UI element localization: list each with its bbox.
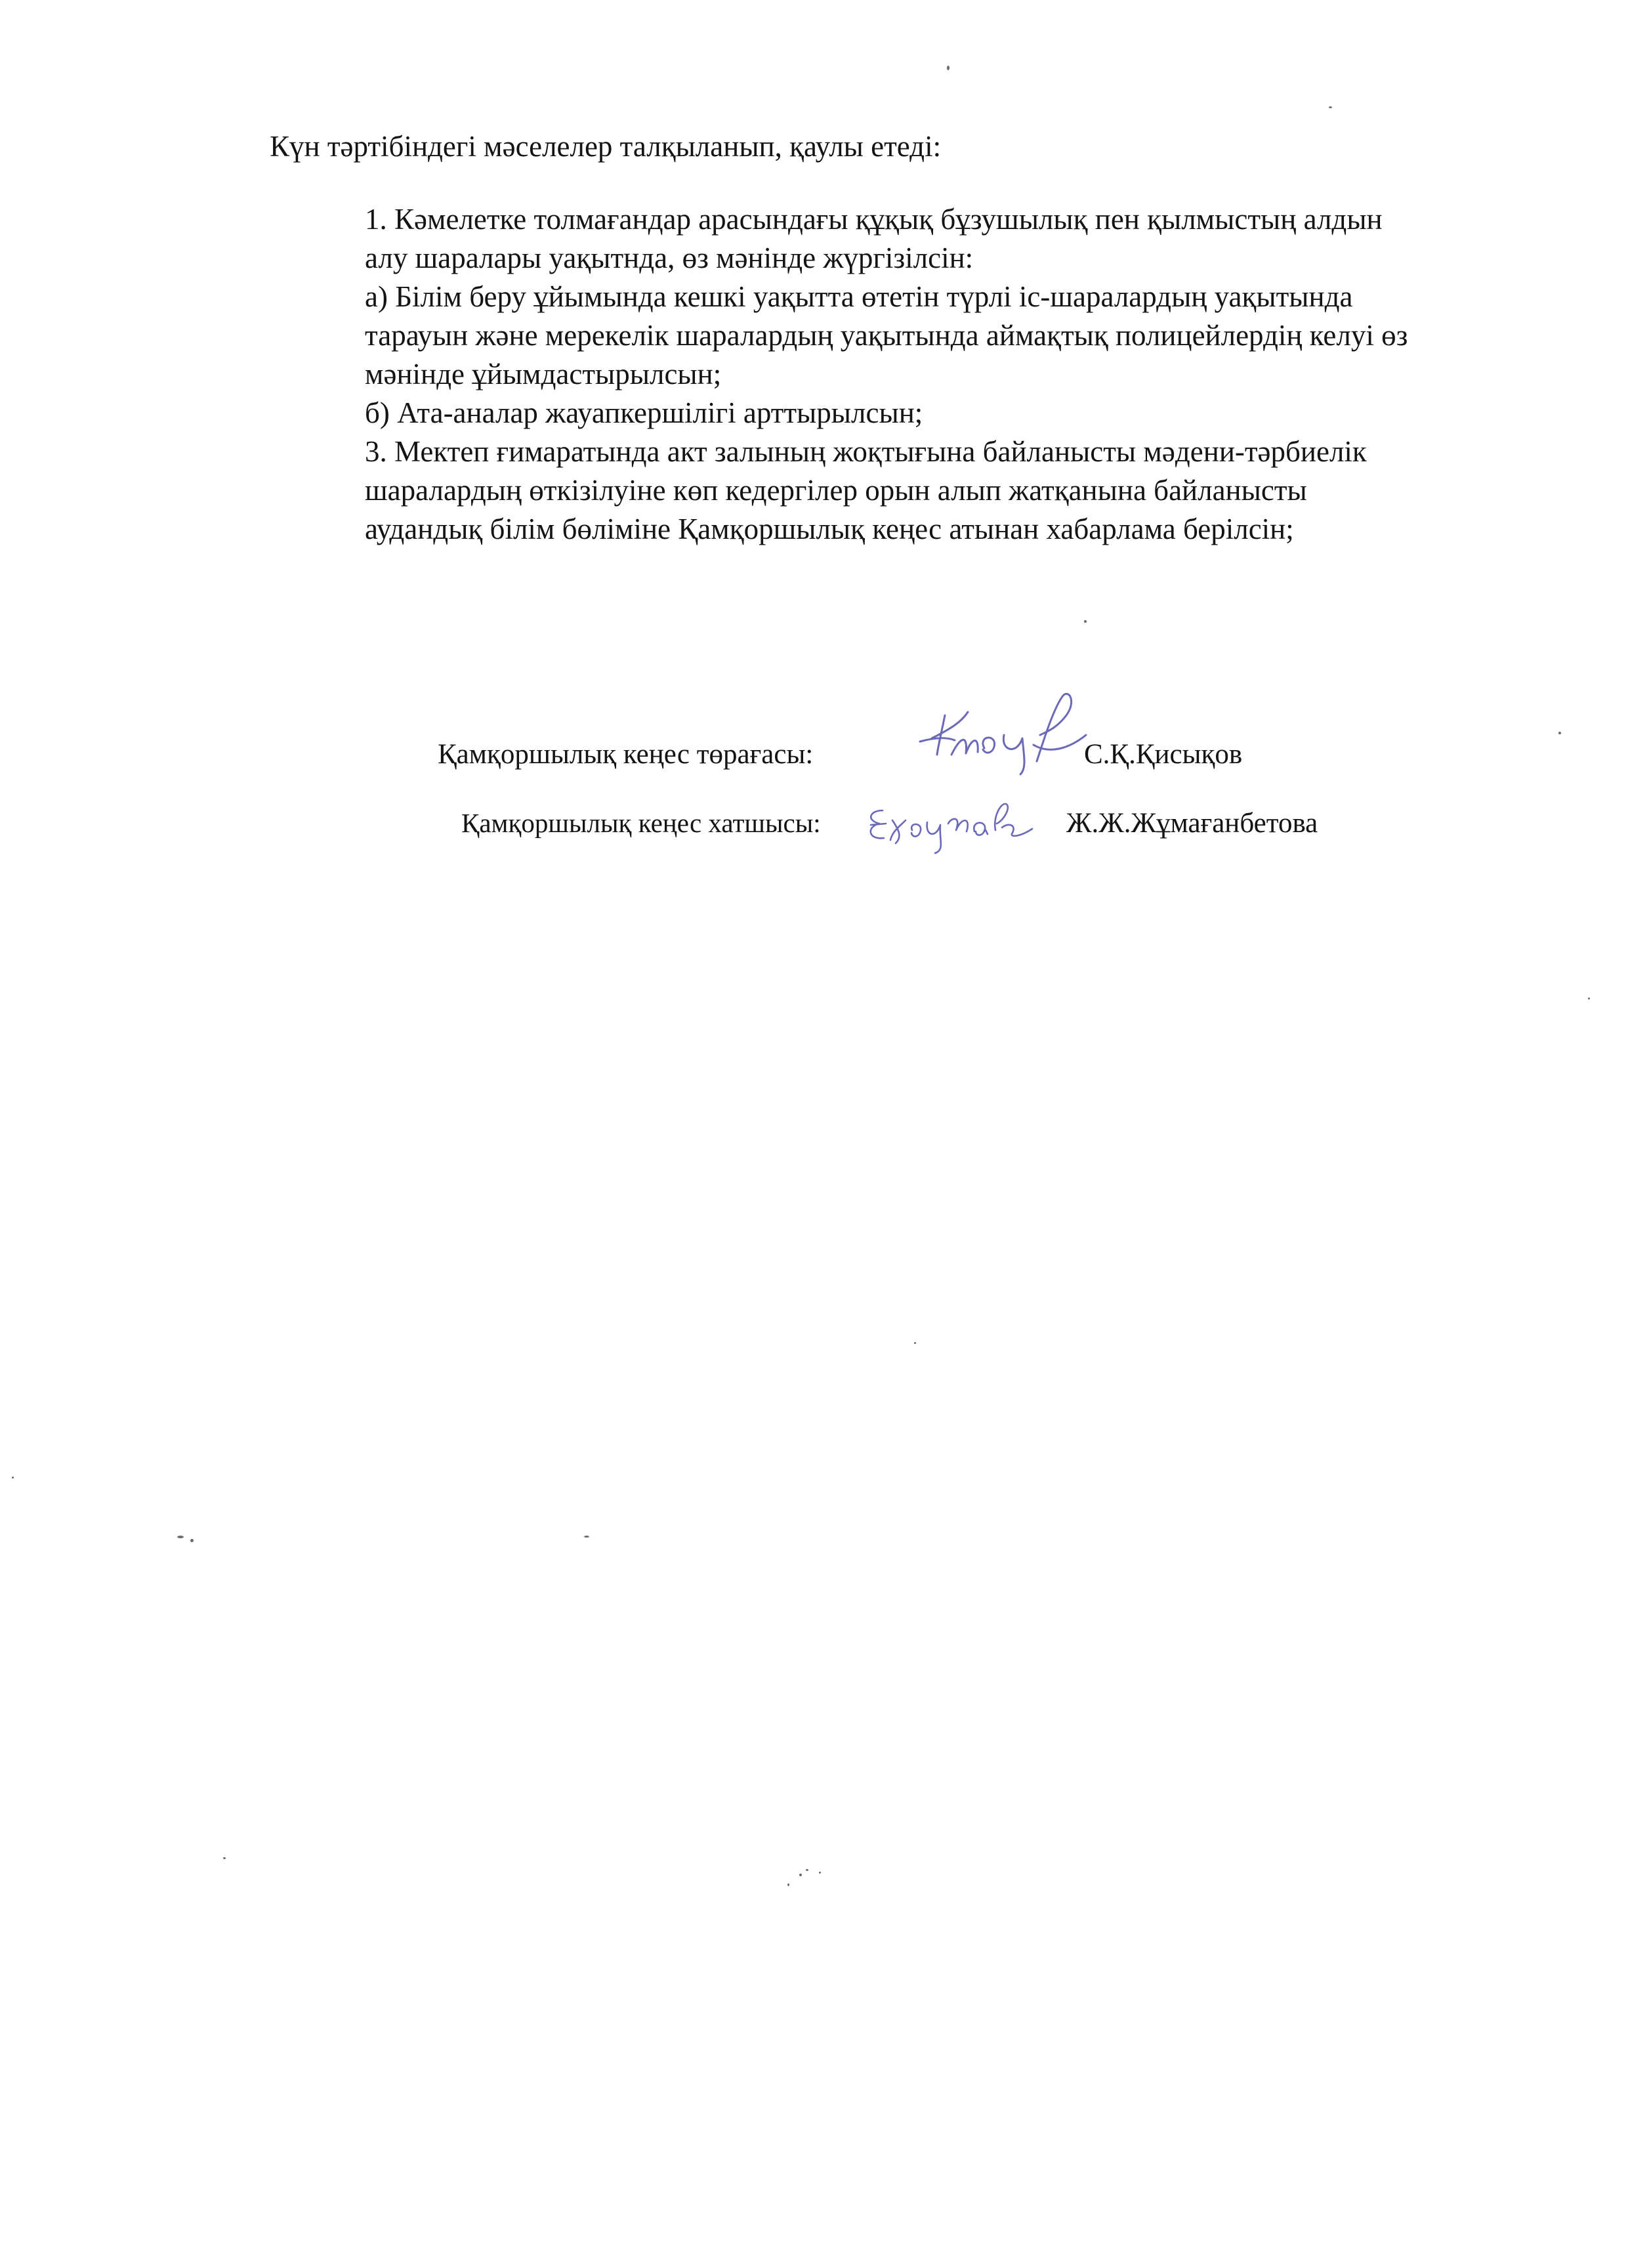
resolution-line: 3. Мектеп ғимаратында акт залының жоқтығына байланысты мәдени-тәрбиелік (365, 435, 1367, 468)
resolution-body (365, 200, 1546, 549)
resolution-line: а) Білім беру ұйымында кешкі уақытта өтетін түрлі іс-шаралардың уақытында (365, 280, 1353, 313)
resolution-line: алу шаралары уақытнда, өз мәнінде жүргізілсін: (365, 242, 974, 274)
scan-speck (177, 1536, 184, 1538)
scan-speck (1329, 106, 1332, 108)
scan-speck (1084, 620, 1087, 623)
intro-line: Күн тәртібіндегі мәселелер талқыланып, қаулы етеді: (270, 130, 942, 163)
scan-speck (787, 1883, 789, 1886)
scan-speck (1588, 998, 1590, 999)
scan-speck (914, 1342, 916, 1344)
scan-speck (12, 1477, 14, 1479)
chair-signature (906, 682, 1102, 781)
scan-speck (806, 1869, 808, 1871)
resolution-line: тарауын және мерекелік шаралардың уақытында аймақтық полицейлердің келуі өз (365, 319, 1408, 352)
resolution-line: б) Ата-аналар жауапкершілігі арттырылсын; (365, 396, 923, 429)
secretary-label: Қамқоршылық кеңес хатшысы: (461, 808, 821, 838)
secretary-name: Ж.Ж.Жұмағанбетова (1066, 808, 1318, 839)
chair-label: Қамқоршылық кеңес төрағасы: (438, 739, 814, 770)
scan-speck (947, 66, 950, 70)
scan-speck (1558, 732, 1561, 734)
chair-name: С.Қ.Қисықов (1084, 739, 1243, 770)
scan-speck (584, 1536, 589, 1538)
resolution-line: шаралардың өткізілуіне көп кедергілер орын алып жатқанына байланысты (365, 474, 1307, 507)
scan-speck (190, 1539, 194, 1542)
resolution-line: 1. Кәмелетке толмағандар арасындағы құқық бұзушылық пен қылмыстың алдын (365, 203, 1383, 236)
secretary-signature (856, 791, 1053, 856)
resolution-line: мәнінде ұйымдастырылсын; (365, 358, 722, 390)
scan-speck (223, 1857, 226, 1859)
resolution-line: аудандық білім бөліміне Қамқоршылық кеңес атынан хабарлама берілсін; (365, 513, 1294, 545)
scan-speck (799, 1874, 802, 1876)
scan-speck (819, 1872, 821, 1874)
